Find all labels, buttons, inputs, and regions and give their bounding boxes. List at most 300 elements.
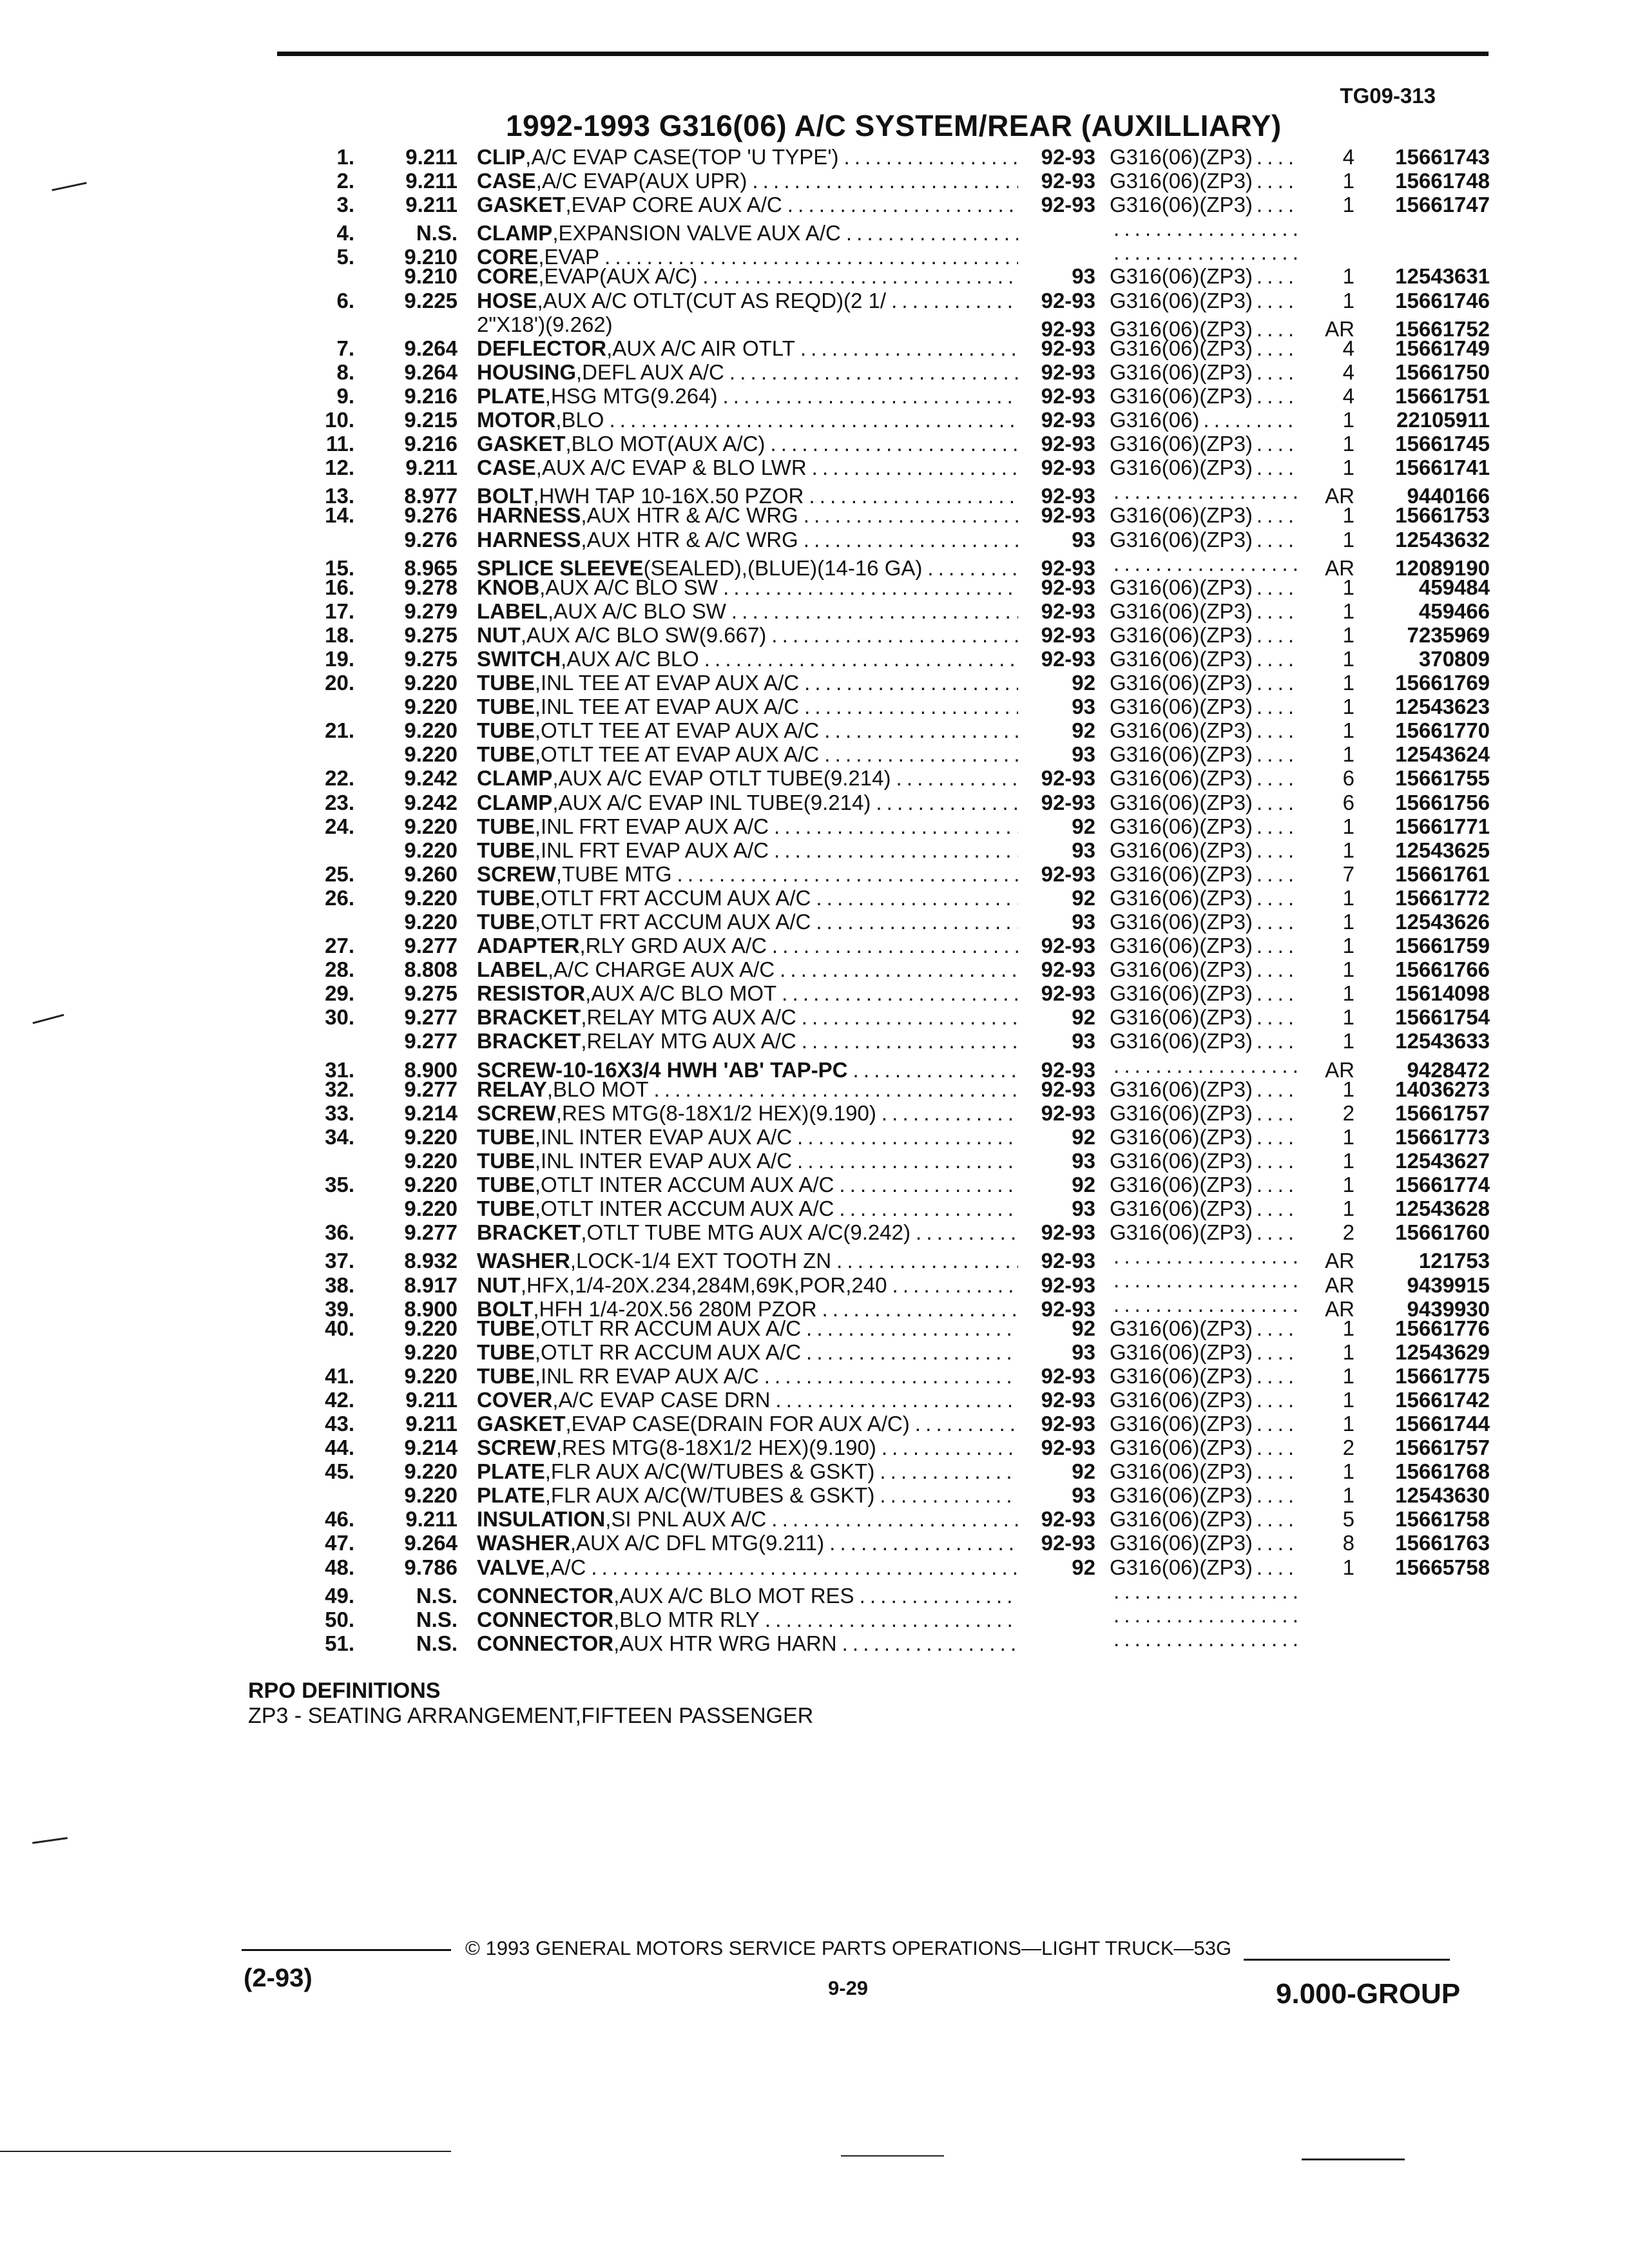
part-name: CLIP (477, 145, 526, 169)
group-number: 9.264 (404, 336, 458, 360)
part-detail: ,HFH 1/4-20X.56 280M PZOR (533, 1296, 817, 1321)
item-number: 46. (325, 1507, 354, 1532)
page-number: 9-29 (828, 1977, 869, 1999)
dot-leader (892, 1273, 1018, 1297)
table-row (284, 145, 1495, 169)
dot-leader (1257, 1436, 1296, 1459)
part-name: BOLT (477, 1296, 534, 1321)
model-code (1095, 360, 1296, 384)
part-description (458, 575, 1018, 599)
part-number: 15661759 (1395, 934, 1490, 958)
part-name: SPLICE SLEEVE (477, 555, 644, 580)
table-row (284, 528, 1495, 552)
part-name: HARNESS (477, 503, 581, 528)
part-description (458, 1483, 1018, 1507)
quantity: 4 (1342, 145, 1354, 169)
part-number: 12543626 (1395, 910, 1490, 934)
model-code-text: G316(06)(ZP3) (1110, 790, 1253, 814)
dot-leader (1113, 1603, 1296, 1627)
model-code-text: G316(06)(ZP3) (1110, 145, 1253, 169)
part-description (458, 742, 1018, 766)
quantity: 1 (1342, 575, 1354, 599)
part-number: 12543629 (1395, 1340, 1490, 1364)
item-number: 48. (325, 1555, 354, 1579)
dot-leader (880, 1483, 1018, 1507)
model-code (1095, 1603, 1296, 1627)
quantity: 1 (1342, 1387, 1354, 1412)
part-name: TUBE (477, 814, 535, 838)
item-number: 12. (325, 456, 354, 480)
table-row (284, 1196, 1495, 1220)
model-years: 92-93 (1041, 861, 1095, 886)
part-name: CLAMP (477, 790, 553, 814)
part-name: TUBE (477, 1196, 535, 1221)
copyright: © 1993 GENERAL MOTORS SERVICE PARTS OPERATIONS—LIGHT TRUCK—53G (465, 1937, 1232, 1959)
group-number: 9.216 (404, 383, 458, 408)
part-name: TUBE (477, 1340, 535, 1364)
part-name: GASKET (477, 193, 566, 217)
part-description (458, 1249, 1018, 1273)
part-name: TUBE (477, 671, 535, 695)
model-years: 92-93 (1041, 1436, 1095, 1460)
model-code-text: G316(06)(ZP3) (1110, 1173, 1253, 1197)
model-years: 92-93 (1041, 1273, 1095, 1297)
model-years: 93 (1072, 527, 1095, 552)
item-number: 39. (325, 1296, 354, 1321)
part-name: PLATE (477, 1459, 545, 1484)
dot-leader (1257, 264, 1296, 288)
group-number: 9.277 (404, 1029, 458, 1053)
table-row (284, 432, 1495, 456)
part-name: ADAPTER (477, 934, 580, 958)
quantity: 1 (1342, 599, 1354, 623)
part-detail: ,INL INTER EVAP AUX A/C (534, 1124, 793, 1149)
part-description (458, 456, 1018, 479)
quantity: 4 (1342, 383, 1354, 408)
dot-leader (839, 1196, 1018, 1220)
model-code-text: G316(06)(ZP3) (1110, 1029, 1253, 1053)
item-number: 30. (325, 1005, 354, 1030)
rpo-definitions (248, 1678, 813, 1729)
model-code (1095, 1555, 1296, 1579)
part-number: 9428472 (1407, 1057, 1490, 1082)
model-code-text: G316(06)(ZP3) (1110, 957, 1253, 982)
part-number: 15661748 (1395, 169, 1490, 193)
revision-date: (2-93) (244, 1964, 313, 1992)
parts-list (284, 145, 1495, 1655)
model-code (1095, 1053, 1296, 1077)
part-name: CONNECTOR (477, 1583, 614, 1608)
part-detail: ,A/C EVAP(AUX UPR) (535, 169, 747, 193)
model-code (1095, 145, 1296, 169)
part-number: 15661773 (1395, 1124, 1490, 1149)
model-years: 92-93 (1041, 1249, 1095, 1273)
part-number: 15661743 (1395, 145, 1490, 169)
group-number: 8.965 (404, 555, 458, 580)
table-row (284, 1077, 1495, 1101)
part-description (458, 432, 1018, 456)
model-years: 92 (1072, 1005, 1095, 1030)
group-number: 9.215 (404, 408, 458, 432)
dot-leader (677, 862, 1018, 886)
part-detail: ,A/C (545, 1555, 586, 1579)
part-name: NUT (477, 1273, 521, 1297)
part-detail: ,AUX A/C EVAP & BLO LWR (535, 456, 807, 480)
part-number: 15661768 (1395, 1459, 1490, 1484)
model-code (1095, 934, 1296, 957)
quantity: 7 (1342, 861, 1354, 886)
model-code-text: G316(06)(ZP3) (1110, 671, 1253, 695)
dot-leader (1257, 1196, 1296, 1220)
dot-leader (731, 599, 1018, 623)
group-number: 9.275 (404, 646, 458, 671)
item-number: 32. (325, 1077, 354, 1101)
part-number: 15614098 (1395, 981, 1490, 1006)
dot-leader (1113, 552, 1296, 575)
model-code (1095, 695, 1296, 718)
model-code-text: G316(06)(ZP3) (1110, 575, 1253, 599)
part-number: 12543632 (1395, 527, 1490, 552)
part-detail: ,FLR AUX A/C(W/TUBES & GSKT) (545, 1483, 875, 1508)
table-row (284, 479, 1495, 508)
model-years: 93 (1072, 695, 1095, 719)
quantity: 1 (1342, 1459, 1354, 1484)
part-detail: ,INL RR EVAP AUX A/C (534, 1363, 759, 1388)
model-years: 92-93 (1041, 408, 1095, 432)
item-number: 26. (325, 885, 354, 910)
part-detail: ,OTLT TEE AT EVAP AUX A/C (534, 718, 820, 743)
group-number: 9.211 (405, 1387, 458, 1412)
model-years: 92-93 (1041, 1077, 1095, 1101)
part-detail: ,EVAP (538, 245, 600, 269)
quantity: 1 (1342, 622, 1354, 647)
part-number: 12543627 (1395, 1148, 1490, 1173)
model-years: 92-93 (1041, 432, 1095, 456)
part-number: 12543630 (1395, 1483, 1490, 1508)
model-code-text: G316(06)(ZP3) (1110, 838, 1253, 862)
table-row (284, 1029, 1495, 1053)
part-number: 15661757 (1395, 1100, 1490, 1125)
dot-leader (1257, 1220, 1296, 1244)
quantity: 1 (1342, 288, 1354, 312)
part-description (458, 1584, 1018, 1608)
group-number: 9.220 (404, 1124, 458, 1149)
dot-leader (1113, 1579, 1296, 1603)
part-detail: ,INL INTER EVAP AUX A/C (534, 1148, 793, 1173)
model-code (1095, 1507, 1296, 1531)
part-description (458, 1608, 1018, 1631)
model-code (1095, 456, 1296, 479)
dot-leader (800, 336, 1018, 360)
part-description (458, 221, 1018, 245)
group-number: 8.808 (404, 957, 458, 982)
dot-leader (1257, 910, 1296, 934)
part-name: LABEL (477, 957, 548, 982)
quantity: 1 (1342, 957, 1354, 982)
model-code-text: G316(06)(ZP3) (1110, 432, 1253, 456)
model-code (1095, 647, 1296, 671)
part-detail: 2"X18')(9.262) (477, 312, 613, 336)
scan-mark (0, 2151, 451, 2152)
group-number: 9.220 (404, 1459, 458, 1484)
dot-leader (702, 264, 1018, 288)
model-code (1095, 838, 1296, 862)
group-number: 9.220 (404, 1196, 458, 1221)
part-name: PLATE (477, 1483, 545, 1508)
table-row (284, 384, 1495, 408)
model-code-text: G316(06)(ZP3) (1110, 456, 1253, 480)
part-detail: ,FLR AUX A/C(W/TUBES & GSKT) (545, 1459, 875, 1484)
item-number: 23. (325, 790, 354, 814)
quantity: 1 (1342, 1148, 1354, 1173)
model-years: 92 (1072, 671, 1095, 695)
quantity: AR (1325, 1249, 1354, 1273)
model-code (1095, 408, 1296, 432)
model-code (1095, 503, 1296, 527)
model-code (1095, 1125, 1296, 1149)
part-description (458, 289, 1018, 312)
group-number: 8.932 (404, 1249, 458, 1273)
model-code-text: G316(06)(ZP3) (1110, 503, 1253, 528)
model-code-text: G316(06)(ZP3) (1110, 1220, 1253, 1245)
item-number: 28. (325, 957, 354, 982)
part-name: CASE (477, 456, 536, 480)
table-row (284, 1244, 1495, 1273)
dot-leader (804, 695, 1018, 718)
table-row (284, 623, 1495, 647)
dot-leader (1257, 336, 1296, 360)
item-number: 7. (336, 336, 354, 360)
part-number: 15661749 (1395, 336, 1490, 360)
group-number: 9.242 (404, 766, 458, 791)
model-code-text: G316(06)(ZP3) (1110, 742, 1253, 767)
group-number: 9.211 (405, 1411, 458, 1436)
part-name: MOTOR (477, 408, 556, 432)
dot-leader (723, 575, 1018, 599)
dot-leader (882, 1101, 1018, 1125)
dot-leader (752, 169, 1018, 193)
model-code-text: G316(06)(ZP3) (1110, 383, 1253, 408)
model-years: 93 (1072, 1483, 1095, 1508)
item-number: 4. (336, 221, 354, 245)
model-code-text: G316(06)(ZP3) (1110, 193, 1253, 217)
quantity: 1 (1342, 718, 1354, 743)
part-description (458, 766, 1018, 790)
part-description (458, 1149, 1018, 1173)
model-years: 93 (1072, 1196, 1095, 1221)
quantity: 1 (1342, 1029, 1354, 1053)
model-code (1095, 862, 1296, 886)
dot-leader (774, 814, 1018, 838)
part-detail: ,AUX A/C BLO SW (539, 575, 718, 599)
table-row (284, 838, 1495, 862)
part-description (458, 1316, 1018, 1340)
model-code (1095, 1340, 1296, 1364)
group-number: N.S. (416, 221, 458, 245)
part-number: 15665758 (1395, 1555, 1490, 1579)
dot-leader (1257, 766, 1296, 790)
group-number: 9.220 (404, 1316, 458, 1340)
model-code-text: G316(06)(ZP3) (1110, 622, 1253, 647)
item-number: 47. (325, 1531, 354, 1555)
table-row (284, 1364, 1495, 1388)
group-number: 9.210 (404, 264, 458, 289)
table-row (284, 1005, 1495, 1029)
model-years: 92-93 (1041, 288, 1095, 312)
model-code (1095, 264, 1296, 288)
part-number: 15661755 (1395, 766, 1490, 791)
table-row (284, 886, 1495, 910)
dot-leader (1257, 1125, 1296, 1149)
dot-leader (1257, 957, 1296, 981)
part-number: 12089190 (1395, 555, 1490, 580)
dot-leader (1257, 1077, 1296, 1101)
part-description (458, 1631, 1018, 1655)
part-name: TUBE (477, 885, 535, 910)
table-row (284, 1340, 1495, 1364)
part-detail: ,A/C CHARGE AUX A/C (548, 957, 775, 982)
part-name: SCREW (477, 1436, 556, 1460)
model-code-text: G316(06)(ZP3) (1110, 1507, 1253, 1532)
dot-leader (1257, 384, 1296, 408)
model-code-text: G316(06)(ZP3) (1110, 169, 1253, 193)
dot-leader (797, 1125, 1018, 1149)
model-years: 92-93 (1041, 1531, 1095, 1555)
model-code (1095, 1173, 1296, 1196)
part-number: 15661776 (1395, 1316, 1490, 1340)
part-name: NUT (477, 622, 521, 647)
quantity: 1 (1342, 169, 1354, 193)
table-row (284, 1220, 1495, 1244)
table-row (284, 1483, 1495, 1507)
part-number: 459466 (1418, 599, 1490, 623)
part-name: VALVE (477, 1555, 545, 1579)
dot-leader (609, 408, 1018, 432)
dot-leader (804, 503, 1018, 527)
model-years: 92 (1072, 718, 1095, 743)
item-number: 15. (325, 555, 354, 580)
dot-leader (1257, 193, 1296, 216)
item-number: 1. (336, 145, 354, 169)
group-number: 9.214 (404, 1436, 458, 1460)
item-number: 13. (325, 484, 354, 508)
quantity: AR (1325, 1296, 1354, 1321)
part-number: 15661745 (1395, 432, 1490, 456)
table-row (284, 1053, 1495, 1082)
model-code-text: G316(06)(ZP3) (1110, 1196, 1253, 1221)
dot-leader (836, 1249, 1018, 1273)
table-row (284, 981, 1495, 1005)
part-description (458, 671, 1018, 695)
model-code (1095, 1196, 1296, 1220)
model-code (1095, 289, 1296, 312)
model-years: 93 (1072, 742, 1095, 767)
part-detail: ,AUX HTR & A/C WRG (581, 527, 798, 552)
group-label: 9.000-GROUP (1276, 1978, 1461, 2010)
part-number: 15661751 (1395, 383, 1490, 408)
part-number: 15661746 (1395, 288, 1490, 312)
dot-leader (1113, 1293, 1296, 1316)
part-number: 15661753 (1395, 503, 1490, 528)
part-name: TUBE (477, 718, 535, 743)
model-code (1095, 336, 1296, 360)
dot-leader (1257, 981, 1296, 1005)
model-code-text: G316(06)(ZP3) (1110, 1387, 1253, 1412)
part-detail: ,RLY GRD AUX A/C (579, 934, 767, 958)
part-detail: ,OTLT RR ACCUM AUX A/C (534, 1340, 802, 1364)
dot-leader (844, 145, 1018, 169)
dot-leader (880, 1459, 1018, 1483)
model-code-text: G316(06)(ZP3) (1110, 288, 1253, 312)
part-description (458, 862, 1018, 886)
model-code (1095, 384, 1296, 408)
model-code (1095, 193, 1296, 216)
model-years: 93 (1072, 1148, 1095, 1173)
item-number: 33. (325, 1100, 354, 1125)
model-code-text: G316(06)(ZP3) (1110, 766, 1253, 791)
part-number: 9440166 (1407, 484, 1490, 508)
part-name: HOSE (477, 288, 537, 312)
quantity: 1 (1342, 1005, 1354, 1030)
model-code-text: G316(06)(ZP3) (1110, 861, 1253, 886)
part-description (458, 886, 1018, 910)
dot-leader (1257, 599, 1296, 623)
dot-leader (804, 671, 1018, 695)
group-number: N.S. (416, 1631, 458, 1655)
item-number: 40. (325, 1316, 354, 1340)
table-row (284, 289, 1495, 312)
part-detail: ,HWH TAP 10-16X.50 PZOR (533, 484, 804, 508)
model-years: 92-93 (1041, 360, 1095, 384)
quantity: 1 (1342, 1196, 1354, 1221)
part-number: 12543628 (1395, 1196, 1490, 1221)
model-code-text: G316(06)(ZP3) (1110, 1100, 1253, 1125)
dot-leader (787, 193, 1018, 216)
group-number: 9.220 (404, 910, 458, 934)
dot-leader (860, 1584, 1018, 1608)
dot-leader (722, 384, 1018, 408)
part-description (458, 1125, 1018, 1149)
part-description (458, 1531, 1018, 1555)
part-name: TUBE (477, 1148, 535, 1173)
quantity: 1 (1342, 1340, 1354, 1364)
item-number: 5. (336, 245, 354, 269)
dot-leader (1257, 695, 1296, 718)
group-number: 9.211 (405, 169, 458, 193)
part-detail: ,AUX A/C EVAP OTLT TUBE(9.214) (552, 766, 891, 791)
table-row (284, 1507, 1495, 1531)
part-description (458, 336, 1018, 360)
part-number: 121753 (1418, 1249, 1490, 1273)
part-detail: ,AUX A/C BLO MOT RES (613, 1583, 854, 1608)
model-years: 92-93 (1041, 957, 1095, 982)
table-row (284, 336, 1495, 360)
rpo-definition: ZP3 - SEATING ARRANGEMENT,FIFTEEN PASSENGER (248, 1704, 814, 1728)
footer-rule-right (1244, 1959, 1450, 1961)
model-years: 92-93 (1041, 1220, 1095, 1245)
model-code-text: G316(06)(ZP3) (1110, 1148, 1253, 1173)
table-row (284, 1101, 1495, 1125)
quantity: 1 (1342, 1555, 1354, 1579)
table-row (284, 1531, 1495, 1555)
table-row (284, 1125, 1495, 1149)
dot-leader (1113, 479, 1296, 503)
part-name: COVER (477, 1387, 553, 1412)
item-number: 36. (325, 1220, 354, 1245)
dot-leader (1257, 862, 1296, 886)
dot-leader (812, 456, 1018, 479)
dot-leader (1257, 289, 1296, 312)
